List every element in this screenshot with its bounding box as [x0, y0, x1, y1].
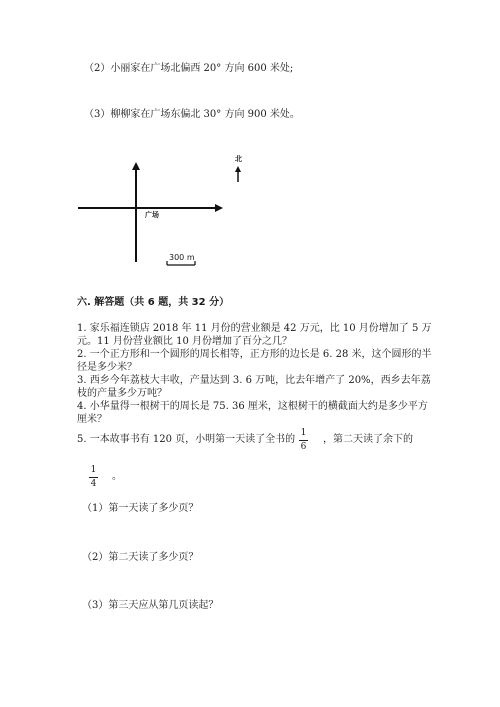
scale-label: 300 m	[169, 253, 195, 262]
north-arrow-head	[235, 166, 241, 172]
north-label: 北	[235, 155, 242, 163]
problem-1-line-1: 1. 家乐福连锁店 2018 年 11 月份的营业额是 42 万元，比 10 月份增加了 5 万	[77, 323, 432, 334]
fraction-one-sixth	[299, 428, 308, 453]
problem-2-line-2: 径是多少米？	[77, 362, 137, 373]
question-3-text: （3）柳柳家在广场东偏北 30° 方向 900 米处。	[84, 109, 300, 120]
problem-1-line-2: 元。11 月份营业额比 10 月份增加了百分之几？	[77, 336, 292, 347]
fraction-one-sixth-numerator: 1	[300, 428, 307, 438]
problem-4-line-1: 4. 小华量得一根树干的周长是 75. 36 厘米，这根树干的横截面大约是多少平方	[77, 401, 428, 412]
center-label: 广场	[145, 211, 159, 219]
section-title: 六. 解答题（共 6 题，共 32 分）	[77, 297, 230, 308]
problem-5-subquestion-1: （1）第一天读了多少页？	[82, 503, 199, 514]
problem-5-text-a: 5. 一本故事书有 120 页，小明第一天读了全书的	[77, 434, 296, 445]
problem-4-line-2: 厘米？	[77, 414, 107, 425]
map-east-arrowhead	[215, 204, 223, 212]
problem-5-subquestion-2: （2）第二天读了多少页？	[82, 552, 199, 563]
problem-5-subquestion-3: （3）第三天应从第几页读起？	[82, 600, 219, 611]
fraction-one-quarter-numerator: 1	[90, 465, 97, 475]
problem-3-line-2: 枝的产量多少万吨？	[77, 388, 167, 399]
fraction-one-quarter-bar	[89, 477, 98, 478]
map-north-arrowhead	[132, 162, 140, 170]
problem-3-line-1: 3. 西乡今年荔枝大丰收，产量达到 3. 6 万吨，比去年增产了 20%，西乡去年荔	[77, 375, 431, 386]
question-2-text: （2）小丽家在广场北偏西 20° 方向 600 米处;	[84, 63, 294, 74]
problem-2-line-1: 2. 一个正方形和一个圆形的周长相等，正方形的边长是 6. 28 米，这个圆形的半	[77, 349, 432, 360]
fraction-one-sixth-bar	[299, 440, 308, 441]
fraction-one-quarter	[89, 465, 98, 490]
fraction-one-quarter-denominator: 4	[90, 479, 97, 489]
problem-5-text-b: ，第二天读了余下的	[323, 434, 413, 445]
problem-5-end-mark: 。	[112, 471, 122, 482]
fraction-one-sixth-denominator: 6	[300, 442, 307, 452]
